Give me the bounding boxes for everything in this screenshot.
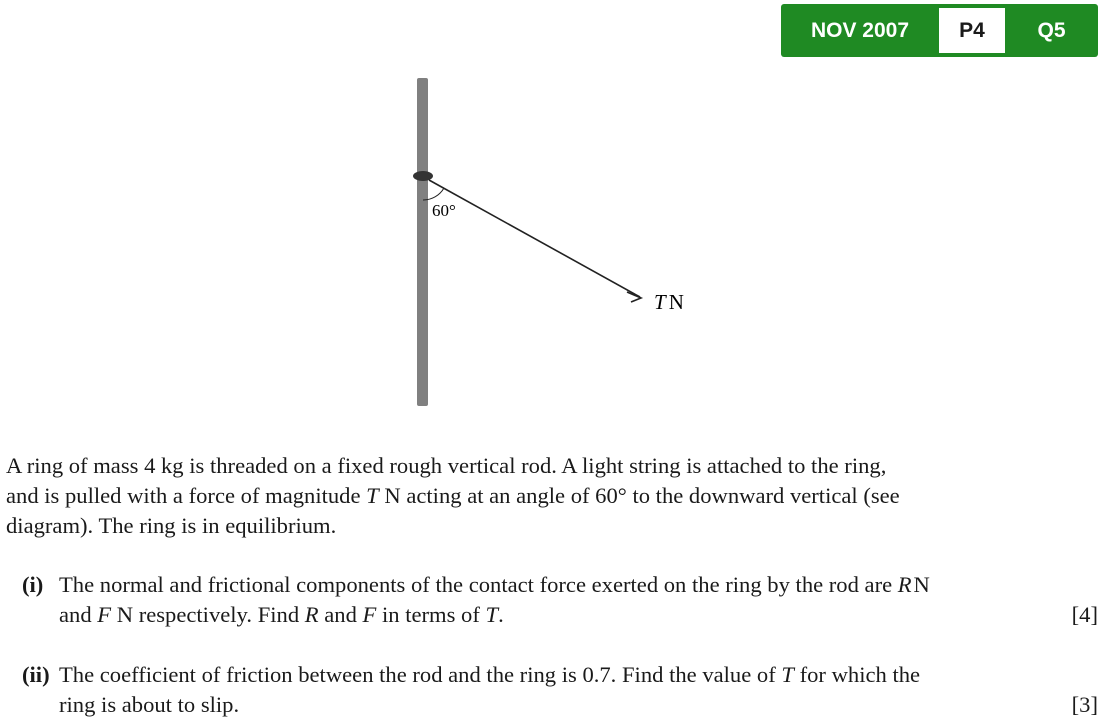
force-label — [654, 290, 684, 314]
session-label: NOV 2007 — [810, 18, 910, 42]
part-number: (i) — [22, 572, 44, 597]
marks-label: [4] — [1071, 602, 1098, 627]
part-line: ring is about to slip. [3] — [59, 690, 1098, 720]
question-intro — [6, 451, 1096, 541]
string — [429, 180, 640, 297]
question-number-label: Q5 — [1037, 18, 1066, 42]
intro-line: A ring of mass 4 kg is threaded on a fixed rough vertical rod. A light string is attached to the ring, — [6, 453, 887, 478]
force-symbol: T — [654, 290, 666, 314]
force-unit: N — [668, 290, 684, 314]
part-line: The coefficient of friction between the rod and the ring is 0.7. Find the value of T for which the — [59, 662, 921, 687]
vertical-rod — [417, 78, 428, 406]
part-line: and F N respectively. Find R and F in terms of T. [4] — [59, 600, 1098, 630]
ring — [413, 171, 433, 181]
part-number: (ii) — [22, 662, 50, 687]
question-part-i — [22, 570, 1098, 630]
paper-label: P4 — [939, 8, 1005, 53]
intro-line: and is pulled with a force of magnitude T N acting at an angle of 60° to the downward vertical (see — [6, 483, 900, 508]
angle-label: 60° — [432, 201, 456, 220]
question-part-ii — [22, 660, 1098, 720]
marks-label: [3] — [1071, 692, 1098, 717]
part-line: The normal and frictional components of the contact force exerted on the ring by the rod are R N — [59, 572, 930, 597]
intro-line: diagram). The ring is in equilibrium. — [6, 513, 337, 538]
